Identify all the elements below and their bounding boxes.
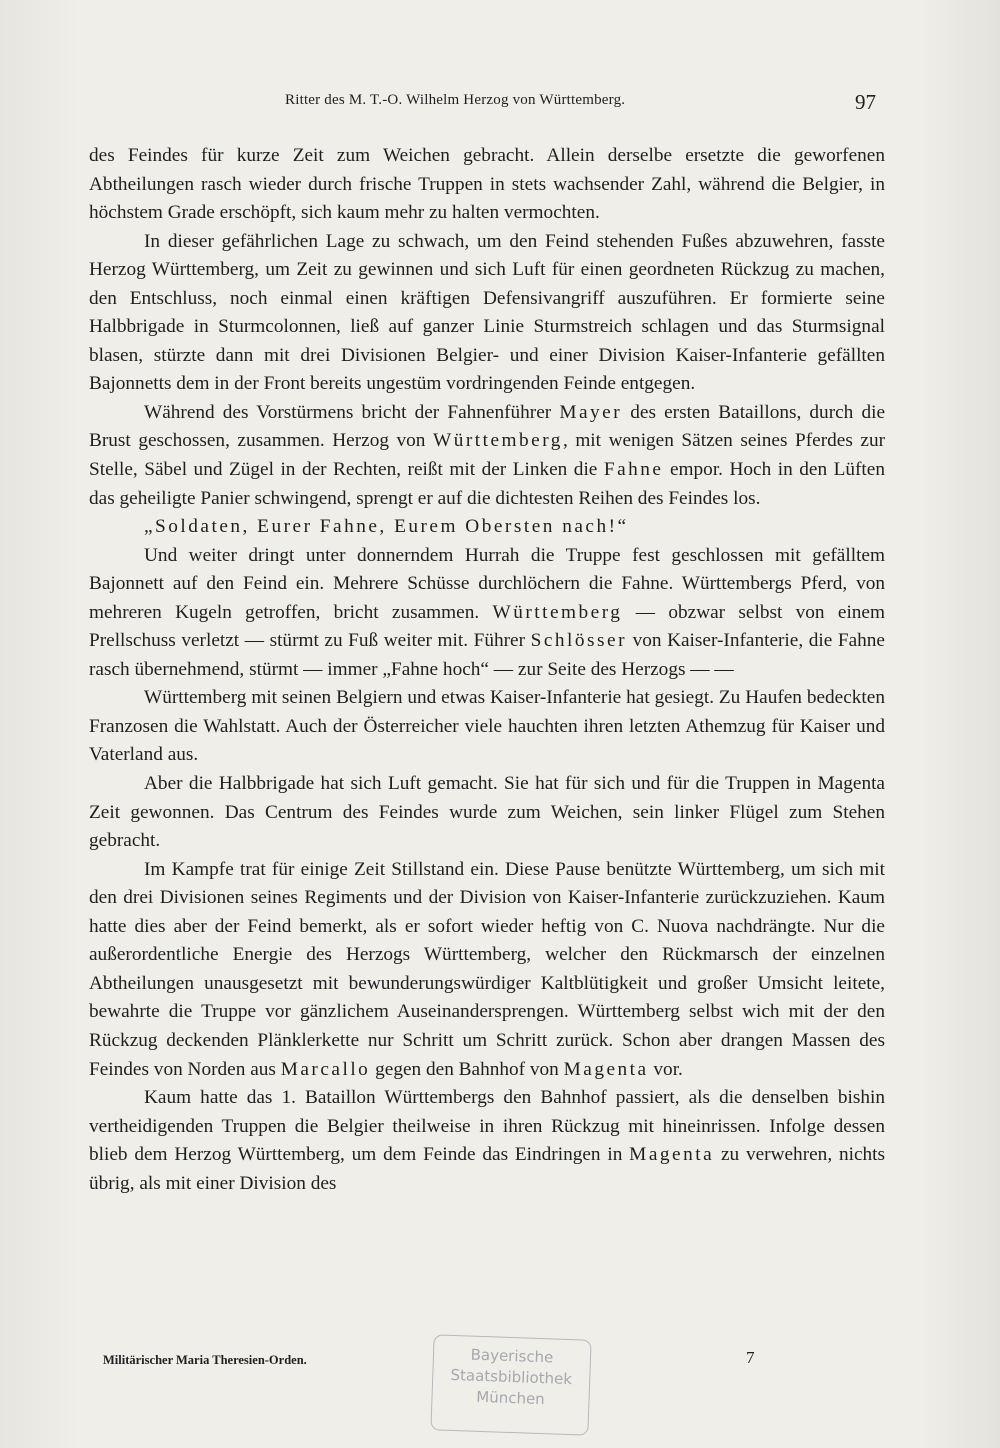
text-run: zu verwehren, nichts übrig, als mit einer Division des [89,1144,885,1194]
text-run: Während des Vorstürmens bricht der Fahnenführer [144,401,560,423]
paragraph [89,542,885,685]
paragraph [89,142,885,228]
spaced-emphasis: Schlösser [530,630,627,652]
paragraph [89,856,885,1084]
body-text [89,142,885,1198]
text-run: Und weiter dringt unter donnerndem Hurrah die Truppe fest geschlossen mit gefälltem Bajonnett auf den Feind ein. Mehrere Schüsse durchlöchern die Fahne. Württembergs Pferd, von mehreren Kugeln getroffen, bricht zusammen. [89,544,885,623]
paragraph [89,513,885,542]
text-run: empor. Hoch in den Lüften das geheiligte Panier schwingend, sprengt er auf die dichtesten Reihen des Feindes los. [89,459,885,509]
text-run: von Kaiser-Infanterie, die Fahne rasch übernehmend, stürmt — immer „Fahne hoch“ — zur Seite des Herzogs — — [89,630,885,680]
text-run: Im Kampfe trat für einige Zeit Stillstand ein. Diese Pause benützte Württemberg, um sich mit den drei Divisionen seines Regiments und der Division von Kaiser-Infanterie zurückzuziehen. Kaum hatte dies aber der Feind bemerkt, als er sofort wieder heftig von C. Nuova nachdrängte. Nur die außerordentliche Energie des Herzogs Württemberg, welcher den Rückmarsch der einzelnen Abtheilungen unausgesetzt mit bewunderungswürdiger Kaltblütigkeit und großer Umsicht leitete, bewahrte die Truppe vor gänzlichem Auseinandersprengen. Württemberg selbst wich mit der den Rückzug deckenden Plänklerkette nur Schritt um Schritt zurück. Schon aber drangen Massen des Feindes von Norden aus [89,858,885,1080]
paragraph [89,1084,885,1198]
spaced-emphasis: Marcallo [280,1058,371,1080]
text-run: gegen den Bahnhof von [370,1058,564,1080]
footer-signature-mark: 7 [746,1348,755,1367]
text-run: des Feindes für kurze Zeit zum Weichen gebracht. Allein derselbe ersetzte die geworfenen Abtheilungen rasch wieder durch frische Truppen in stets wachsender Zahl, während die Belgier, in höchstem Grade erschöpft, sich kaum mehr zu halten vermochten. [89,145,885,224]
stamp-line: Bayerische [470,1345,554,1367]
text-run: des ersten Bataillons, durch die Brust geschossen, zusammen. Herzog von [89,401,885,452]
text-run: — obzwar selbst von einem Prellschuss verletzt — stürmt zu Fuß weiter mit. Führer [89,601,885,652]
spaced-emphasis: „Soldaten, Eurer Fahne, Eurem Obersten nach!“ [144,516,629,538]
paragraph [89,399,885,513]
spaced-emphasis: Mayer [559,401,623,423]
page-number: 97 [855,90,876,114]
paragraph [89,770,885,856]
text-run: Württemberg mit seinen Belgiern und etwas Kaiser-Infanterie hat gesiegt. Zu Haufen bedeckten Franzosen die Wahlstatt. Auch der Österreicher viele hauchten ihren letzten Athemzug für Kaiser und Vaterland aus. [89,687,885,766]
text-run: vor. [648,1058,683,1080]
footer-book-title: Militärischer Maria Theresien-Orden. [103,1353,307,1367]
spaced-emphasis: Fahne [603,459,664,481]
spaced-emphasis: Magenta [563,1058,649,1080]
spaced-emphasis: Württemberg [433,430,563,452]
spaced-emphasis: Württemberg [492,601,623,623]
text-run: Aber die Halbbrigade hat sich Luft gemacht. Sie hat für sich und für die Truppen in Magenta Zeit gewonnen. Das Centrum des Feindes wurde zum Weichen, sein linker Flügel zum Stehen gebracht. [89,773,885,852]
library-stamp [430,1334,591,1435]
stamp-line: München [476,1387,546,1409]
running-header: Ritter des M. T.-O. Wilhelm Herzog von Württemberg. [285,92,626,108]
text-run: , mit wenigen Sätzen seines Pferdes zur Stelle, Säbel und Zügel in der Rechten, reißt mit der Linken die [89,430,886,481]
text-run: Kaum hatte das 1. Bataillon Württembergs den Bahnhof passiert, als die denselben bishin vertheidigenden Truppen die Belgier theilweise in ihren Rückzug mit hineinrissen. Infolge dessen blieb dem Herzog Württemberg, um dem Feinde das Eindringen in [89,1087,885,1166]
spaced-emphasis: Magenta [629,1144,715,1166]
text-run: In dieser gefährlichen Lage zu schwach, um den Feind stehenden Fußes abzuwehren, fasste Herzog Württemberg, um Zeit zu gewinnen und sich Luft für einen geordneten Rückzug zu machen, den Entschluss, noch einmal einen kräftigen Defensivangriff auszuführen. Er formierte seine Halbbrigade in Sturmcolonnen, ließ auf ganzer Linie Sturmstreich schlagen und das Sturmsignal blasen, stürzte dann mit drei Divisionen Belgier- und einer Division Kaiser-Infanterie gefällten Bajonnetts dem in der Front bereits ungestüm vordringenden Feinde entgegen. [89,230,885,395]
paragraph [89,228,885,399]
stamp-line: Staatsbibliothek [450,1365,573,1389]
paragraph [89,684,885,770]
